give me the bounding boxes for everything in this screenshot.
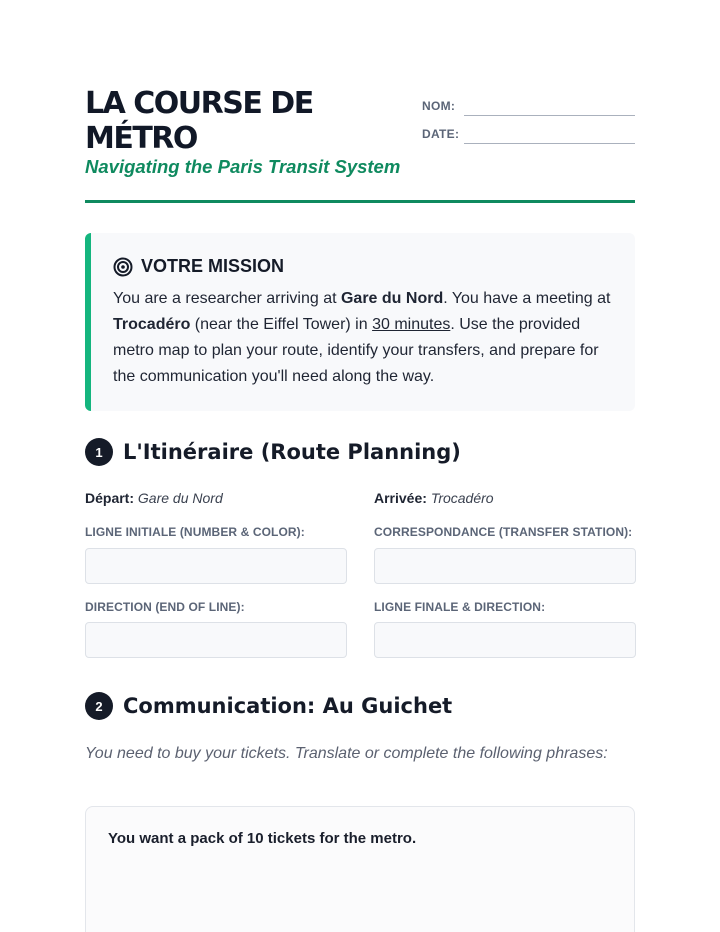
- mission-box: [85, 233, 635, 411]
- ligne-initiale-label: LIGNE INITIALE (NUMBER & COLOR):: [85, 525, 305, 539]
- ligne-initiale-input[interactable]: [85, 548, 347, 584]
- ligne-finale-label: LIGNE FINALE & DIRECTION:: [374, 600, 546, 614]
- phrase-prompt: You want a pack of 10 tickets for the metro.: [108, 830, 417, 847]
- section-1-heading: [85, 438, 461, 466]
- mission-origin: Gare du Nord: [340, 290, 444, 307]
- mission-text-part: (near the Eiffel Tower) in: [190, 316, 373, 333]
- page-title: LA COURSE DE MÉTRO: [85, 86, 313, 156]
- ligne-finale-input[interactable]: [374, 622, 636, 658]
- section-2-heading: [85, 692, 452, 720]
- direction-label: DIRECTION (END OF LINE):: [85, 600, 245, 614]
- mission-text-part: You are a researcher arriving at: [113, 290, 341, 307]
- nom-field[interactable]: [464, 98, 635, 116]
- mission-text: [113, 286, 623, 390]
- correspondance-label: CORRESPONDANCE (TRANSFER STATION):: [374, 525, 633, 539]
- section-title: L'Itinéraire (Route Planning): [123, 440, 461, 464]
- direction-input[interactable]: [85, 622, 347, 658]
- target-icon: [113, 257, 133, 277]
- section-title: Communication: Au Guichet: [123, 694, 453, 718]
- mission-heading: [113, 256, 284, 277]
- mission-destination: Trocadéro: [113, 316, 191, 333]
- section-2-intro: You need to buy your tickets. Translate or complete the following phrases:: [85, 745, 608, 762]
- nom-label: NOM:: [422, 99, 456, 113]
- phrase-card: [85, 806, 635, 932]
- date-field[interactable]: [464, 126, 635, 144]
- correspondance-input[interactable]: [374, 548, 636, 584]
- arrivee-value: Trocadéro: [430, 490, 494, 506]
- depart-line: [85, 490, 223, 506]
- date-label: DATE:: [422, 127, 460, 141]
- section-number: 1: [85, 438, 113, 466]
- mission-time: 30 minutes: [372, 316, 451, 333]
- arrivee-label: Arrivée:: [374, 490, 427, 506]
- page-subtitle: Navigating the Paris Transit System: [85, 156, 401, 177]
- date-row: [422, 116, 635, 144]
- mission-text-part: . You have a meeting at: [443, 290, 611, 307]
- arrivee-line: [374, 490, 494, 506]
- depart-label: Départ:: [85, 490, 135, 506]
- nom-row: [422, 88, 635, 116]
- section-number: 2: [85, 692, 113, 720]
- depart-value: Gare du Nord: [137, 490, 223, 506]
- mission-text-part: . Use the provided metro map to plan your route, identify your transfers, and prepare for the communication you'll need along the way.: [113, 316, 599, 385]
- student-info: [422, 88, 635, 144]
- worksheet-header: [85, 86, 635, 206]
- header-divider: [85, 200, 635, 203]
- mission-title: VOTRE MISSION: [141, 256, 285, 276]
